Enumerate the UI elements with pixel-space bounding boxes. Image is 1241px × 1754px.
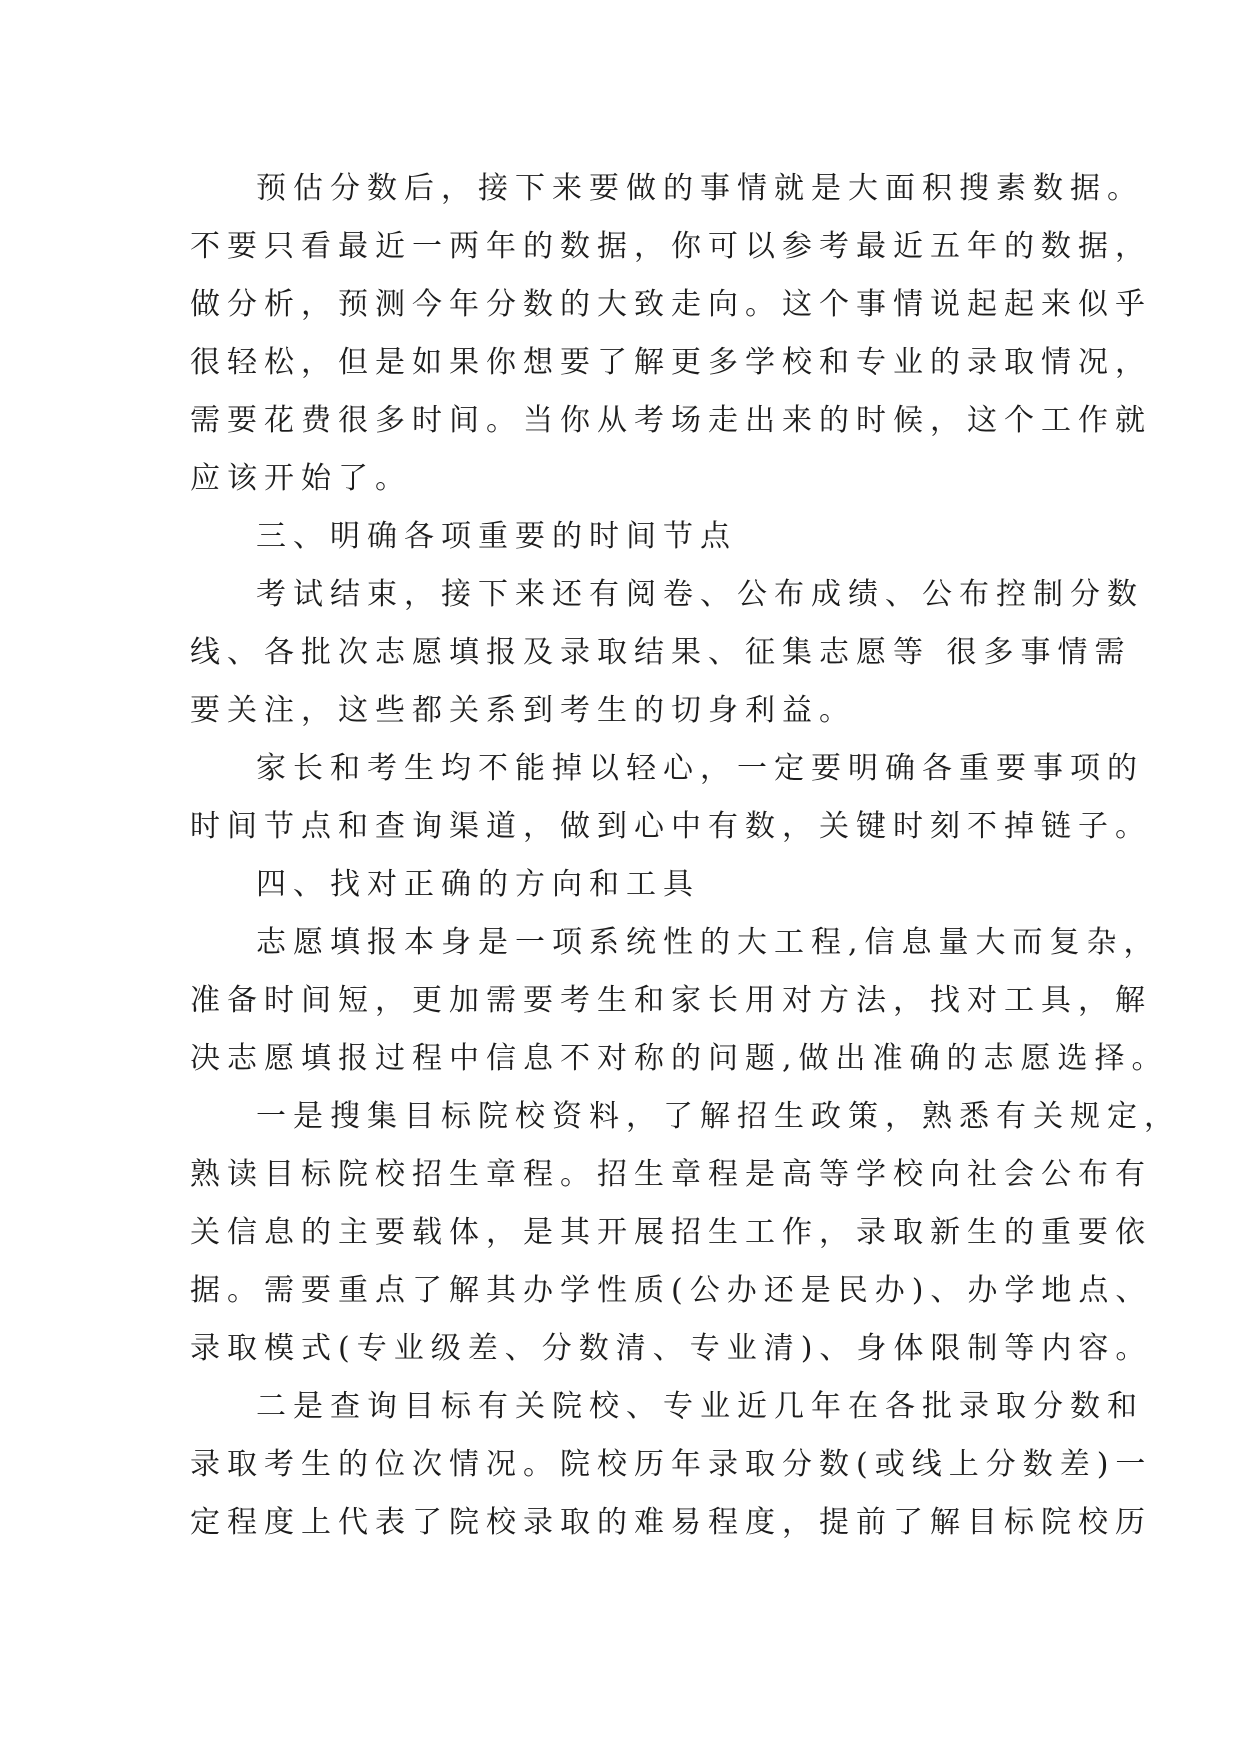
text-line: 考试结束，接下来还有阅卷、公布成绩、公布控制分数 <box>256 577 1144 612</box>
text-line: 四、找对正确的方向和工具 <box>256 867 700 902</box>
text-line: 准备时间短，更加需要考生和家长用对方法，找对工具，解 <box>190 983 1152 1018</box>
text-line: 不要只看最近一两年的数据，你可以参考最近五年的数据， <box>190 229 1152 264</box>
text-line: 据。需要重点了解其办学性质(公办还是民办)、办学地点、 <box>190 1273 1153 1308</box>
text-line: 录取模式(专业级差、分数清、专业清)、身体限制等内容。 <box>190 1331 1153 1366</box>
text-line: 一是搜集目标院校资料，了解招生政策，熟悉有关规定， <box>256 1099 1181 1134</box>
text-line: 要关注，这些都关系到考生的切身利益。 <box>190 693 856 728</box>
text-line: 需要花费很多时间。当你从考场走出来的时候，这个工作就 <box>190 403 1152 438</box>
text-line: 二是查询目标有关院校、专业近几年在各批录取分数和 <box>256 1389 1144 1424</box>
text-line: 家长和考生均不能掉以轻心，一定要明确各重要事项的 <box>256 751 1144 786</box>
text-line: 很轻松，但是如果你想要了解更多学校和专业的录取情况， <box>190 345 1152 380</box>
text-line: 决志愿填报过程中信息不对称的问题,做出准确的志愿选择。 <box>190 1041 1169 1076</box>
text-line: 时间节点和查询渠道，做到心中有数，关键时刻不掉链子。 <box>190 809 1152 844</box>
text-line: 应该开始了。 <box>190 461 412 496</box>
text-line: 三、明确各项重要的时间节点 <box>256 519 737 554</box>
text-line: 定程度上代表了院校录取的难易程度，提前了解目标院校历 <box>190 1505 1152 1540</box>
text-line: 志愿填报本身是一项系统性的大工程,信息量大而复杂， <box>256 925 1161 960</box>
text-line: 做分析，预测今年分数的大致走向。这个事情说起起来似乎 <box>190 287 1152 322</box>
text-line: 熟读目标院校招生章程。招生章程是高等学校向社会公布有 <box>190 1157 1152 1192</box>
text-line: 关信息的主要载体，是其开展招生工作，录取新生的重要依 <box>190 1215 1152 1250</box>
text-line: 录取考生的位次情况。院校历年录取分数(或线上分数差)一 <box>190 1447 1153 1482</box>
text-line: 预估分数后，接下来要做的事情就是大面积搜素数据。 <box>256 171 1144 206</box>
document-body <box>190 160 1181 1552</box>
text-line: 线、各批次志愿填报及录取结果、征集志愿等 很多事情需 <box>190 635 1132 670</box>
